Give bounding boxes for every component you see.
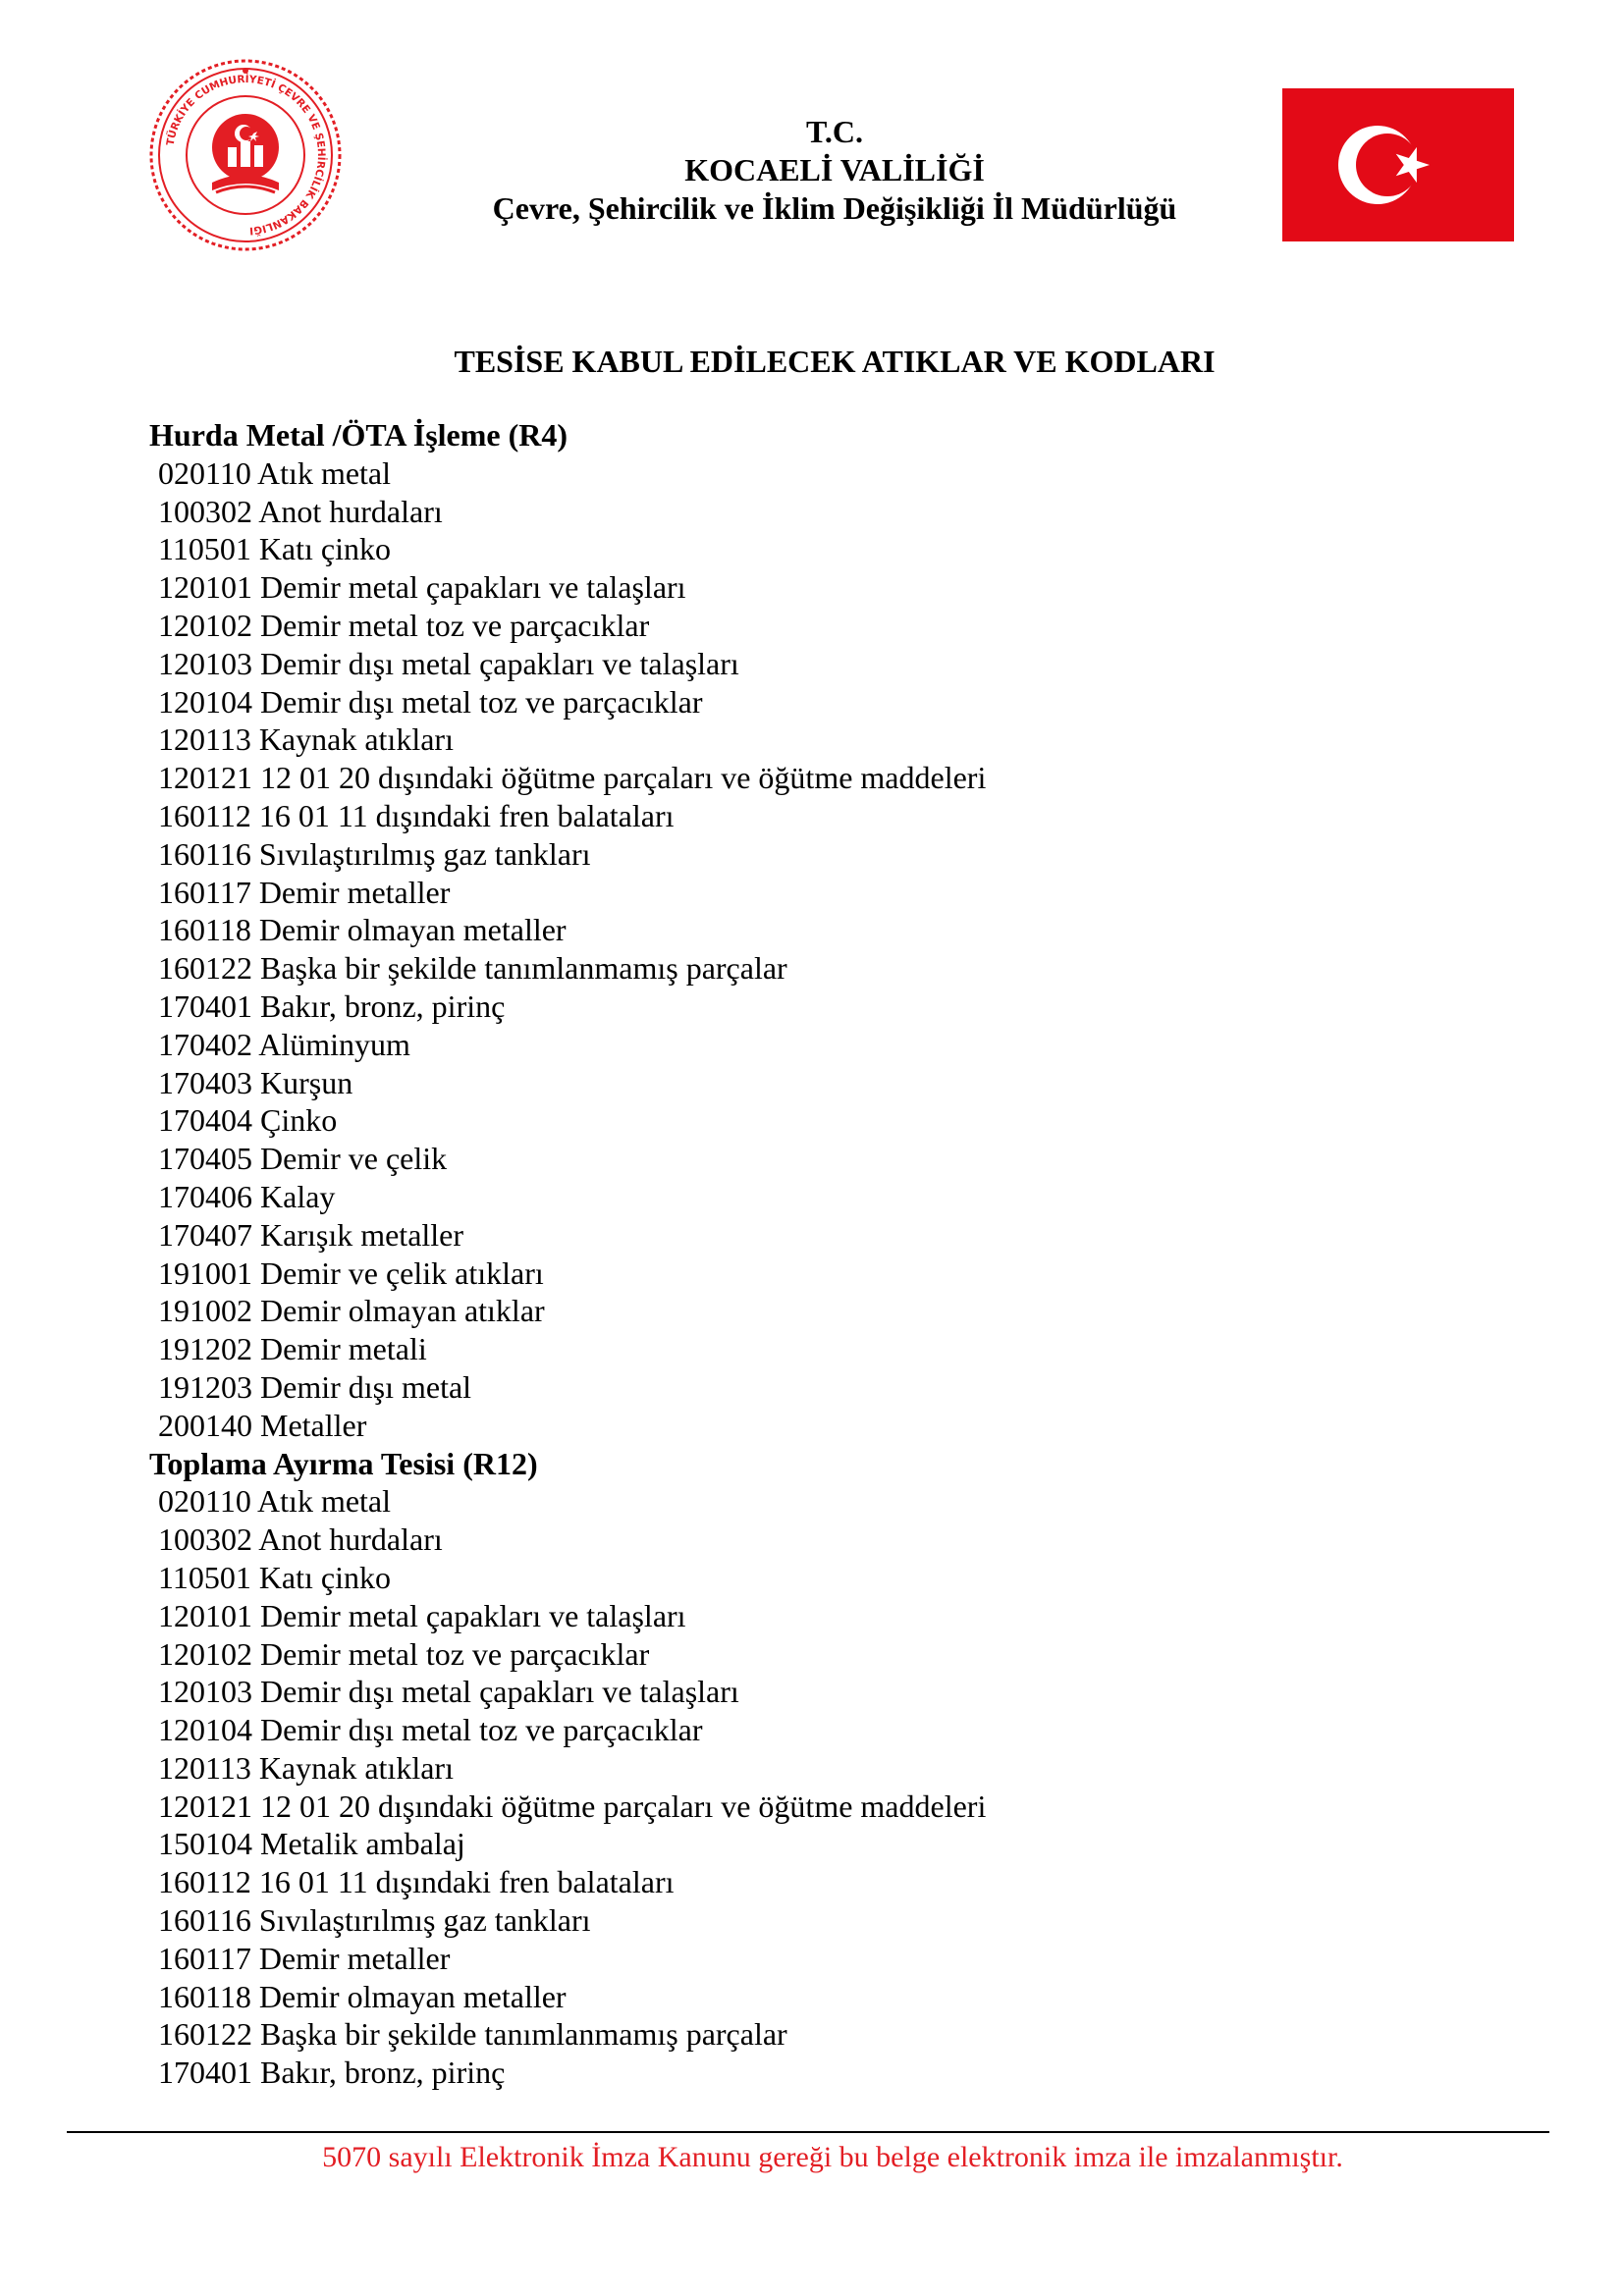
- waste-code-item: 191001 Demir ve çelik atıkları: [158, 1255, 544, 1291]
- waste-code-item: 120113 Kaynak atıkları: [158, 1749, 454, 1786]
- waste-code-item: 160116 Sıvılaştırılmış gaz tankları: [158, 835, 591, 872]
- waste-code-item: 020110 Atık metal: [158, 1483, 392, 1520]
- waste-code-item: 110501 Katı çinko: [158, 1559, 391, 1595]
- waste-code-item: 120102 Demir metal toz ve parçacıklar: [158, 1635, 650, 1672]
- waste-code-item: 120101 Demir metal çapakları ve talaşları: [158, 1597, 686, 1633]
- waste-code-item: 170404 Çinko: [158, 1102, 338, 1139]
- document-title: TESİSE KABUL EDİLECEK ATIKLAR VE KODLARI: [454, 344, 1216, 379]
- waste-code-item: 160112 16 01 11 dışındaki fren balataları: [158, 1864, 675, 1900]
- waste-code-item: 120121 12 01 20 dışındaki öğütme parçaları ve öğütme maddeleri: [158, 760, 987, 796]
- section-heading: Toplama Ayırma Tesisi (R12): [149, 1445, 538, 1481]
- waste-code-item: 160117 Demir metaller: [158, 1940, 451, 1976]
- footer-divider: [67, 2131, 1549, 2133]
- waste-code-item: 160118 Demir olmayan metaller: [158, 912, 567, 948]
- waste-code-item: 170407 Karışık metaller: [158, 1216, 464, 1253]
- header-directorate: Çevre, Şehircilik ve İklim Değişikliği İl Müdürlüğü: [492, 190, 1177, 226]
- waste-code-item: 110501 Katı çinko: [158, 531, 391, 567]
- waste-code-item: 170403 Kurşun: [158, 1064, 353, 1100]
- waste-code-item: 191002 Demir olmayan atıklar: [158, 1293, 545, 1329]
- waste-code-item: 160122 Başka bir şekilde tanımlanmamış parçalar: [158, 2016, 787, 2053]
- waste-code-item: 120104 Demir dışı metal toz ve parçacıklar: [158, 683, 703, 720]
- waste-code-item: 170401 Bakır, bronz, pirinç: [158, 2055, 506, 2091]
- ministry-seal-logo: [147, 57, 344, 253]
- waste-code-item: 150104 Metalik ambalaj: [158, 1826, 465, 1862]
- waste-code-lists: [149, 416, 1524, 2092]
- waste-code-item: 191203 Demir dışı metal: [158, 1368, 472, 1405]
- waste-code-item: 120101 Demir metal çapakları ve talaşları: [158, 569, 686, 606]
- waste-code-item: 100302 Anot hurdaları: [158, 1522, 443, 1558]
- section-heading: Hurda Metal /ÖTA İşleme (R4): [149, 417, 568, 453]
- waste-code-item: 120103 Demir dışı metal çapakları ve talaşları: [158, 1674, 739, 1710]
- waste-code-item: 120113 Kaynak atıkları: [158, 721, 454, 758]
- waste-code-item: 170405 Demir ve çelik: [158, 1141, 448, 1177]
- waste-code-item: 191202 Demir metali: [158, 1331, 427, 1367]
- waste-code-item: 020110 Atık metal: [158, 454, 392, 491]
- header-republic: T.C.: [805, 114, 864, 149]
- waste-code-item: 200140 Metaller: [158, 1407, 367, 1443]
- waste-code-item: 160118 Demir olmayan metaller: [158, 1978, 567, 2014]
- waste-code-item: 120104 Demir dışı metal toz ve parçacıklar: [158, 1712, 703, 1748]
- waste-code-item: 120121 12 01 20 dışındaki öğütme parçaları ve öğütme maddeleri: [158, 1788, 987, 1824]
- svg-text:TÜRKİYE CUMHURİYETİ ÇEVRE VE Ş: TÜRKİYE CUMHURİYETİ ÇEVRE VE ŞEHİRCİLİK BAKANLIĞI: [164, 73, 328, 237]
- waste-code-item: 160116 Sıvılaştırılmış gaz tankları: [158, 1902, 591, 1939]
- waste-code-item: 160117 Demir metaller: [158, 874, 451, 910]
- waste-code-item: 120102 Demir metal toz ve parçacıklar: [158, 607, 650, 643]
- waste-code-item: 160112 16 01 11 dışındaki fren balataları: [158, 797, 675, 833]
- turkish-flag: [1282, 88, 1514, 241]
- waste-code-item: 170401 Bakır, bronz, pirinç: [158, 988, 506, 1024]
- waste-code-item: 170406 Kalay: [158, 1178, 336, 1214]
- e-signature-note: 5070 sayılı Elektronik İmza Kanunu gereği bu belge elektronik imza ile imzalanmıştır.: [322, 2141, 1343, 2173]
- waste-code-item: 160122 Başka bir şekilde tanımlanmamış parçalar: [158, 950, 787, 987]
- waste-code-item: 170402 Alüminyum: [158, 1026, 410, 1062]
- waste-code-item: 120103 Demir dışı metal çapakları ve talaşları: [158, 645, 739, 681]
- waste-code-item: 100302 Anot hurdaları: [158, 493, 443, 529]
- header-governorship: KOCAELİ VALİLİĞİ: [684, 152, 985, 187]
